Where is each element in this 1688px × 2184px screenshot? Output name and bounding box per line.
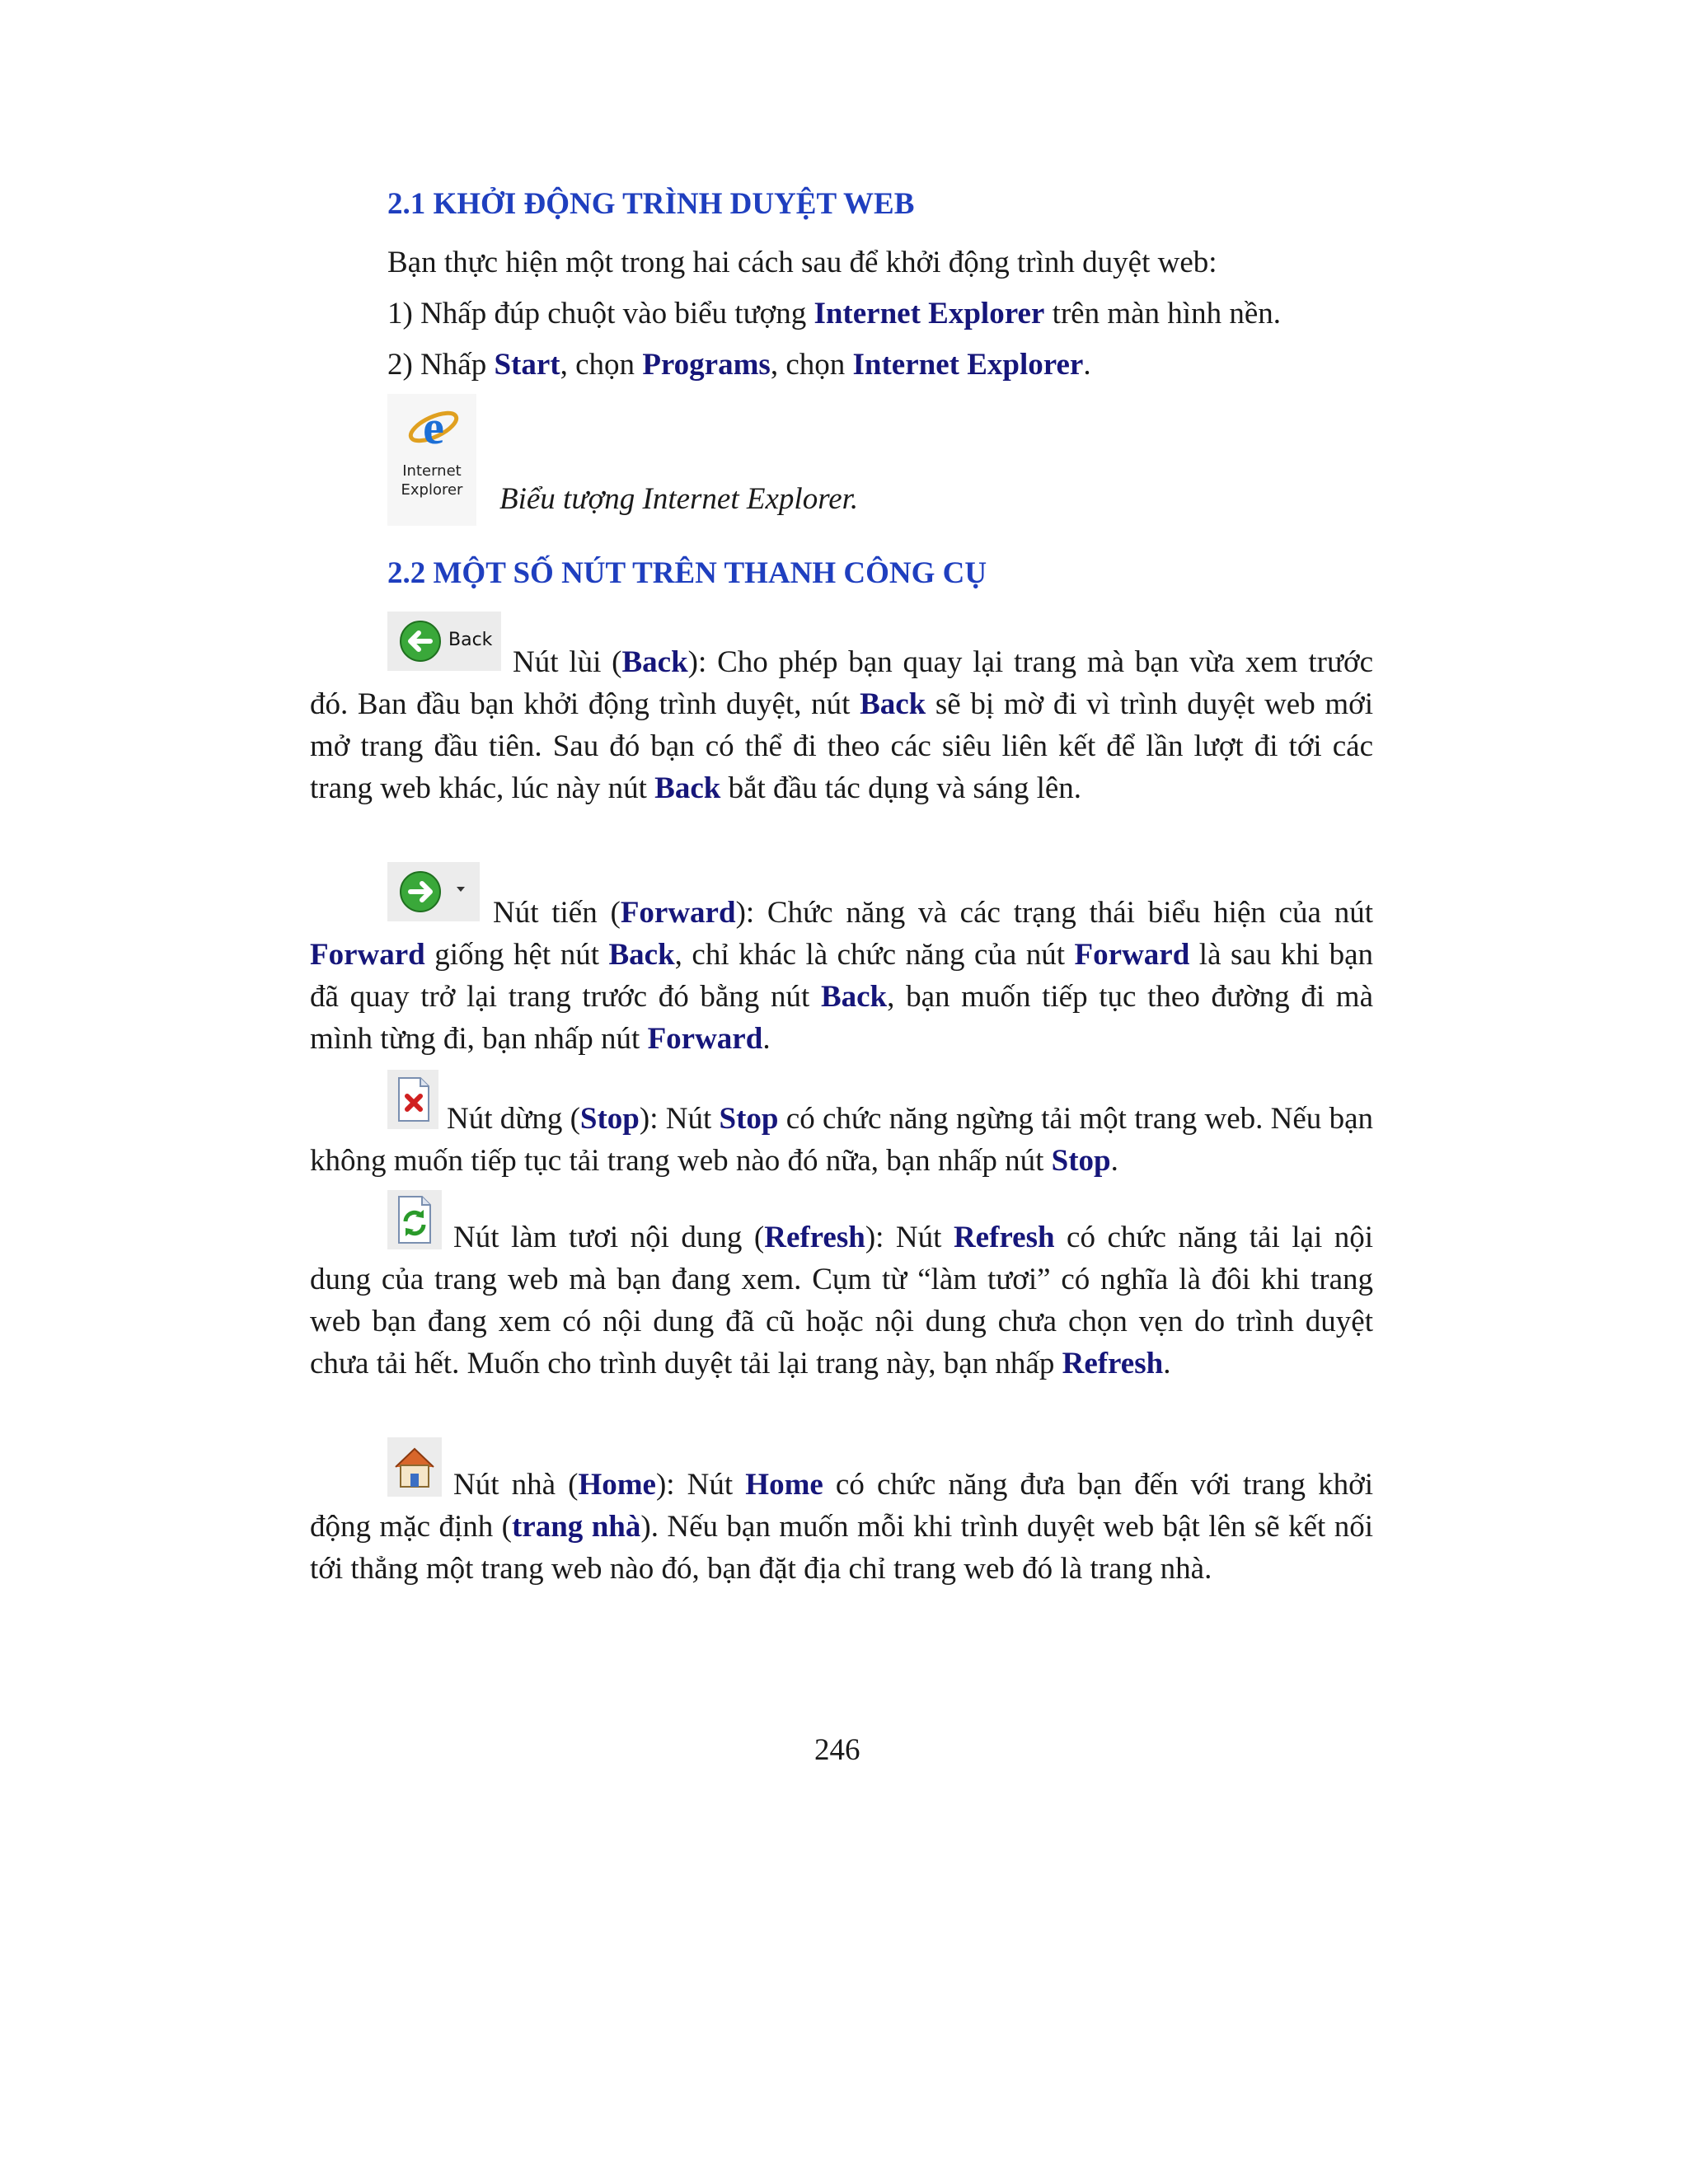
- ie-icon-label-1: Internet: [402, 462, 462, 480]
- home-paragraph: Nút nhà (Home): Nút Home có chức năng đưa bạn đến với trang khởi động mặc định (trang nhà). Nếu bạn muốn mỗi khi trình duyệt web bật lên sẽ kết nối tới thẳng một trang web nào đó, bạn đặt địa chỉ trang web đó là trang nhà.: [310, 1468, 1374, 1586]
- step-2-prefix: 2) Nhấp: [387, 348, 495, 382]
- intro-line: Bạn thực hiện một trong hai cách sau để khởi động trình duyệt web:: [387, 246, 1217, 279]
- step-2-programs: Programs: [642, 348, 771, 382]
- step-2-ie: Internet Explorer: [852, 348, 1084, 382]
- step-1-bold: Internet Explorer: [814, 297, 1045, 330]
- back-paragraph: Nút lùi (Back): Cho phép bạn quay lại trang mà bạn vừa xem trước đó. Ban đầu bạn khởi động trình duyệt, nút Back sẽ bị mờ đi vì trình duyệt web mới mở trang đầu tiên. Sau đó bạn có thể đi theo các siêu liên kết để lần lượt đi tới các trang web khác, lúc này nút Back bắt đầu tác dụng và sáng lên.: [310, 645, 1374, 805]
- step-2-line: [387, 349, 1091, 380]
- refresh-paragraph: Nút làm tươi nội dung (Refresh): Nút Refresh có chức năng tải lại nội dung của trang web mà bạn đang xem. Cụm từ “làm tươi” có nghĩa là đôi khi trang web bạn đang xem có nội dung đã cũ hoặc nội dung chưa chọn vẹn do trình duyệt chưa tải hết. Muốn cho trình duyệt tải lại trang này, bạn nhấp Refresh.: [310, 1221, 1373, 1380]
- internet-explorer-icon: [387, 394, 476, 460]
- page-number: 246: [814, 1733, 860, 1767]
- step-2-suffix: .: [1083, 348, 1091, 382]
- section-heading-2-2: 2.2 MỘT SỐ NÚT TRÊN THANH CÔNG CỤ: [387, 556, 987, 590]
- back-button-label: Back: [448, 630, 493, 650]
- step-2-start: Start: [494, 348, 560, 382]
- step-1-prefix: 1) Nhấp đúp chuột vào biểu tượng: [387, 297, 814, 330]
- forward-paragraph: Nút tiến (Forward): Chức năng và các trạng thái biểu hiện của nút Forward giống hệt nút Back, chỉ khác là chức năng của nút Forward là sau khi bạn đã quay trở lại trang trước đó bằng nút Back, bạn muốn tiếp tục theo đường đi mà mình từng đi, bạn nhấp nút Forward.: [310, 896, 1373, 1056]
- ie-icon-label-2: Explorer: [401, 481, 463, 499]
- section-heading-2-1: 2.1 KHỞI ĐỘNG TRÌNH DUYỆT WEB: [387, 187, 915, 221]
- step-2-mid1: , chọn: [560, 348, 643, 382]
- internet-explorer-icon-box: [387, 394, 476, 526]
- step-1-suffix: trên màn hình nền.: [1044, 297, 1281, 330]
- svg-text:e: e: [423, 401, 444, 454]
- step-2-mid2: , chọn: [770, 348, 853, 382]
- ie-icon-caption: Biểu tượng Internet Explorer.: [499, 482, 859, 516]
- stop-paragraph: Nút dừng (Stop): Nút Stop có chức năng ngừng tải một trang web. Nếu bạn không muốn tiếp tục tải trang web nào đó nữa, bạn nhấp nút Stop.: [310, 1102, 1373, 1178]
- step-1-line: [387, 298, 1281, 329]
